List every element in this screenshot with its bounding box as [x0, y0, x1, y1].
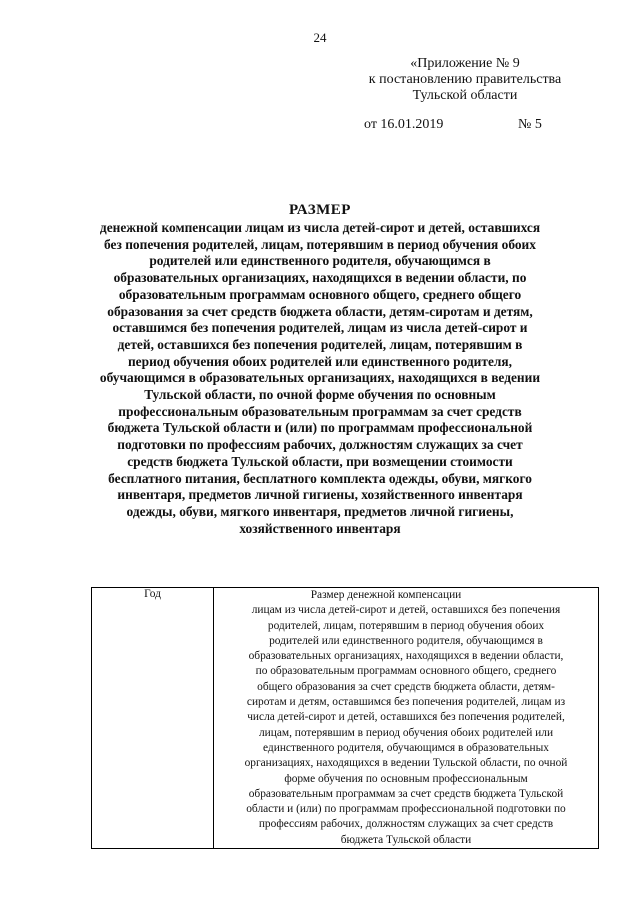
- appendix-line: «Приложение № 9: [410, 56, 520, 71]
- subtitle-line: бесплатного питания, бесплатного комплекта одежды, обуви, мягкого: [108, 470, 532, 486]
- table-row: [92, 588, 599, 849]
- document-subtitle: [70, 220, 570, 537]
- subtitle-line: бюджета Тульской области и (или) по программам профессиональной: [107, 420, 533, 436]
- header-line: лицам, потерявшим в период обучения обоих родителей или: [258, 726, 554, 739]
- header-line: единственного родителя, обучающимся в образовательных: [263, 741, 549, 754]
- subtitle-line: образовательным программам основного общего, среднего общего: [118, 286, 522, 302]
- page-number: 24: [313, 30, 327, 45]
- header-line: форме обучения по основным профессиональным: [284, 772, 528, 785]
- compensation-column-header: [214, 588, 599, 849]
- decree-date: от 16.01.2019: [364, 117, 444, 132]
- header-line: образовательных организациях, находящихся в ведении области,: [248, 650, 564, 663]
- appendix-line: к постановлению правительства: [368, 72, 562, 87]
- header-line: числа детей-сирот и детей, оставшихся без попечения родителей,: [247, 711, 565, 724]
- header-line: родителей или единственного родителя, обучающимся в: [269, 634, 543, 647]
- header-line: профессиям рабочих, должностям служащих за счет средств: [258, 818, 554, 831]
- compensation-header-title: Размер денежной компенсации: [310, 589, 462, 601]
- subtitle-line: оставшимся без попечения родителей, лицам из числа детей-сирот и: [112, 320, 528, 336]
- header-line: организациях, находящихся в ведении Тульской области, по очной: [244, 757, 568, 770]
- subtitle-line: без попечения родителей, лицам, потерявшим в период обучения обоих: [104, 236, 536, 252]
- header-line: общего образования за счет средств бюджета области, детям-: [257, 680, 555, 693]
- subtitle-line: Тульской области, по очной форме обучения по основным: [144, 387, 496, 403]
- subtitle-line: денежной компенсации лицам из числа детей-сирот и детей, оставшихся: [99, 220, 541, 235]
- header-line: бюджета Тульской области: [340, 833, 472, 846]
- header-line: по образовательным программам основного общего, среднего: [255, 665, 557, 678]
- header-line: лицам из числа детей-сирот и детей, оставшихся без попечения: [251, 604, 561, 617]
- subtitle-line: средств бюджета Тульской области, при возмещении стоимости: [127, 453, 513, 469]
- header-line: области и (или) по программам профессиональной подготовки по: [246, 803, 566, 816]
- subtitle-line: родителей или единственного родителя, обучающимся в: [149, 253, 491, 269]
- subtitle-line: образования за счет средств бюджета области, детям-сиротам и детям,: [107, 303, 533, 319]
- header-line: сиротам и детям, оставшимся без попечения родителей, лицам из: [246, 696, 566, 709]
- header-line: образовательным программам за счет средств бюджета Тульской: [248, 787, 564, 800]
- appendix-heading: [330, 56, 600, 104]
- subtitle-line: одежды, обуви, мягкого инвентаря, предметов личной гигиены,: [126, 503, 514, 519]
- header-line: родителей, лицам, потерявшим в период обучения обоих: [267, 619, 545, 632]
- subtitle-line: детей, оставшихся без попечения родителей, лицам, потерявшим в: [117, 336, 523, 352]
- subtitle-line: период обучения обоих родителей или единственного родителя,: [127, 353, 513, 369]
- year-column-header: Год: [92, 588, 214, 849]
- subtitle-line: профессиональным образовательным программам за счет средств: [118, 403, 522, 419]
- subtitle-line: обучающимся в образовательных организациях, находящихся в ведении: [99, 370, 541, 386]
- compensation-table: [91, 587, 599, 849]
- subtitle-line: подготовки по профессиям рабочих, должностям служащих за счет: [117, 437, 523, 453]
- decree-number: № 5: [518, 117, 542, 132]
- subtitle-line: образовательных организациях, находящихся в ведении области, по: [113, 270, 527, 286]
- subtitle-line: хозяйственного инвентаря: [239, 520, 401, 536]
- appendix-line: Тульской области: [412, 88, 518, 103]
- document-title: РАЗМЕР: [289, 202, 351, 218]
- subtitle-line: инвентаря, предметов личной гигиены, хозяйственного инвентаря: [117, 487, 523, 503]
